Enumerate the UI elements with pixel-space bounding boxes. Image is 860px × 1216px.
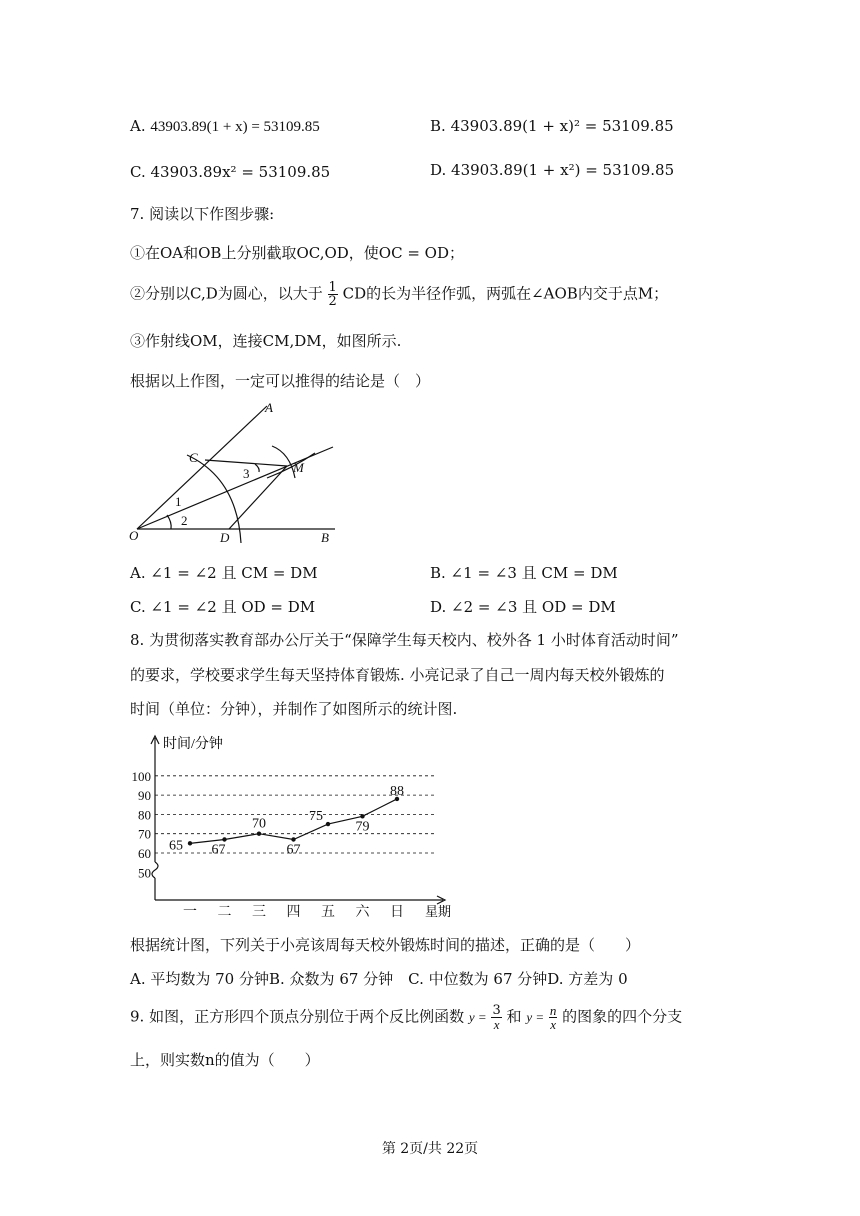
data-label: 75 [309,809,323,825]
data-point [326,822,330,826]
q7-step2-pre: ②分别以C,D为圆心，以大于 [130,284,323,303]
x-tick-label: 五 [321,905,335,920]
q9-f2-frac [549,1004,558,1031]
chart-ylabel: 时间/分钟 [163,737,223,752]
chart-xlabel: 星期 [425,904,452,919]
q8-question: 根据统计图，下列关于小亮该周每天校外锻炼时间的描述，正确的是（ ） [130,936,641,954]
q9-pre: 9. 如图，正方形四个顶点分别位于两个反比例函数 [130,1007,465,1026]
q6-option-d [430,161,674,179]
data-label: 88 [390,783,404,799]
q9-mid: 和 [506,1007,522,1026]
q9-f2-den: x [550,1017,557,1032]
q8-line-chart [125,730,465,922]
data-point [291,837,295,841]
axis-break [152,862,158,878]
x-tick-label: 六 [355,905,370,920]
page-footer: 第 2页/共 22页 [381,1141,479,1157]
y-tick-label: 60 [138,846,151,861]
q9-f2-num: n [549,1003,557,1018]
q7-geometry-figure [125,398,345,548]
q8-options: A. 平均数为 70 分钟B. 众数为 67 分钟 C. 中位数为 67 分钟D. 方差为 0 [130,970,628,988]
label-d: D [220,530,230,545]
data-label: 70 [252,816,266,832]
q6-option-b [430,117,674,135]
q7-fraction-num: 1 [328,280,337,295]
label-m: M [293,460,304,475]
q7-fraction-den: 2 [328,294,337,309]
label-a: A [265,400,273,415]
y-tick-label: 50 [138,865,151,881]
q7-option-a: A. ∠1 = ∠2 且 CM = DM [130,564,318,582]
y-tick-label: 80 [138,807,151,823]
label-angle-3: 3 [243,466,250,481]
q6-option-c [130,163,330,181]
q7-option-d: D. ∠2 = ∠3 且 OD = DM [430,598,616,616]
q6-option-d-expr: 43903.89(1 + x²) = 53109.85 [451,161,675,179]
q6-option-a-label: A. [130,117,146,135]
q6-option-c-expr: 43903.89x² = 53109.85 [150,163,331,181]
q7-fraction [328,281,338,308]
data-label: 67 [286,842,301,858]
q9-f1-den: x [493,1017,500,1032]
q6-option-b-label: B. [430,117,446,135]
q7-step3: ③作射线OM，连接CM,DM，如图所示. [130,332,402,350]
q6-option-a-expr: 43903.89(1 + x) = 53109.85 [150,119,320,135]
label-o: O [129,528,139,543]
angle-arc-12 [167,515,171,529]
q9-f1-lhs: y = [468,1009,487,1025]
q9-f1-num: 3 [492,1003,501,1018]
q7-title: 7. 阅读以下作图步骤: [130,205,275,223]
arc-cd [187,455,241,543]
q7-step1: ①在OA和OB上分别截取OC,OD，使OC = OD； [130,244,464,262]
q9-line2: 上，则实数n的值为（ ） [130,1051,320,1069]
data-point [360,814,364,818]
q7-question: 根据以上作图，一定可以推得的结论是（ ） [130,372,431,390]
q6-option-d-label: D. [430,161,447,179]
q6-option-c-label: C. [130,163,146,181]
label-angle-1: 1 [175,494,182,509]
data-label: 67 [211,842,226,858]
x-tick-label: 四 [286,905,301,920]
arc-from-c [272,446,295,478]
q6-option-a [130,117,320,136]
q9-f1-frac [491,1004,501,1031]
q7-option-b: B. ∠1 = ∠3 且 CM = DM [430,564,618,582]
label-b: B [321,530,329,545]
data-label: 65 [169,838,183,854]
data-point [222,837,226,841]
label-angle-2: 2 [181,513,188,528]
data-point [188,841,192,845]
x-tick-label: 二 [217,905,232,920]
q9-f2-lhs: y = [526,1009,545,1025]
q8-line3: 时间（单位：分钟），并制作了如图所示的统计图. [130,700,458,718]
data-label: 79 [355,819,370,835]
q9-line1 [130,1004,682,1031]
q8-line2: 的要求，学校要求学生每天坚持体育锻炼. 小亮记录了自己一周内每天校外锻炼的 [130,666,665,684]
x-tick-label: 日 [390,905,404,920]
x-tick-label: 一 [183,905,197,920]
q9-post: 的图象的四个分支 [562,1007,683,1026]
y-tick-label: 90 [138,788,151,804]
y-tick-label: 100 [131,768,151,784]
q6-option-b-expr: 43903.89(1 + x)² = 53109.85 [450,117,674,135]
q7-step2-post: CD的长为半径作弧，两弧在∠AOB内交于点M； [342,284,669,303]
q7-step2 [130,281,668,308]
x-tick-label: 三 [252,905,266,920]
y-tick-label: 70 [138,826,151,842]
q7-option-c: C. ∠1 = ∠2 且 OD = DM [130,598,316,616]
angle-arc-3 [255,464,259,472]
label-c: C [189,450,198,465]
data-point [257,832,261,836]
q8-line1: 8. 为贯彻落实教育部办公厅关于“保障学生每天校内、校外各 1 小时体育活动时间” [130,631,679,649]
